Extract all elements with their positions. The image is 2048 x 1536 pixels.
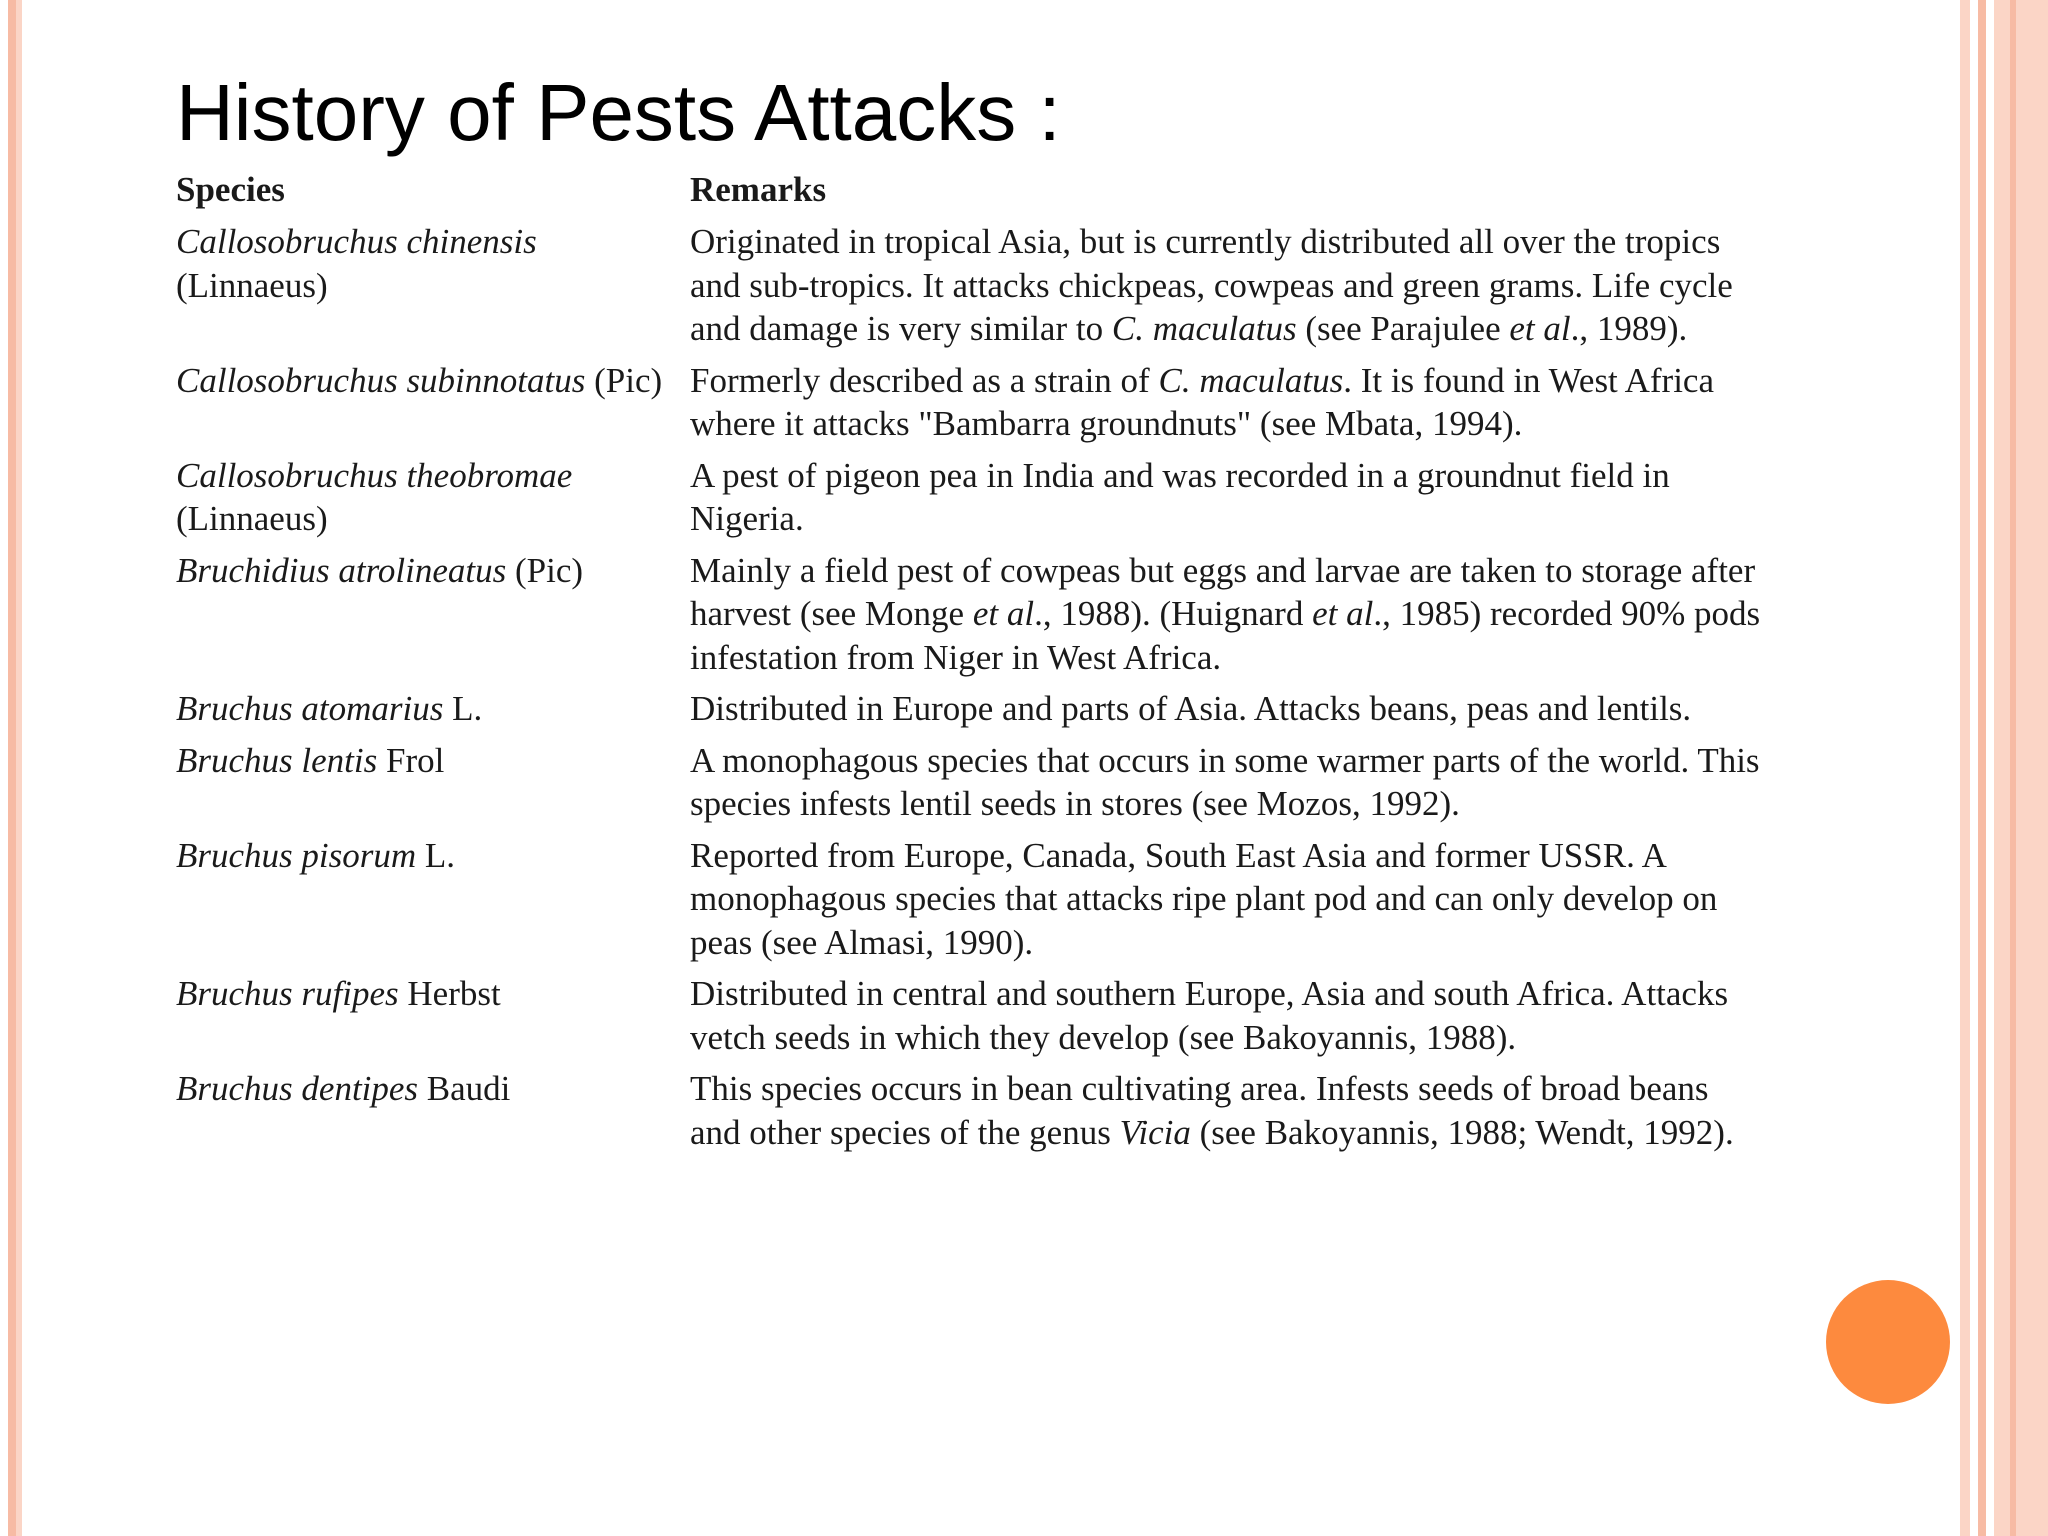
species-cell bbox=[176, 687, 690, 739]
remarks-italic-segment: et al bbox=[1312, 594, 1374, 633]
right-border-stripe-1 bbox=[1960, 0, 1970, 1536]
species-author: (Pic) bbox=[514, 550, 584, 590]
species-cell bbox=[176, 1067, 690, 1162]
remarks-cell bbox=[690, 549, 1766, 688]
table-row bbox=[176, 454, 1766, 549]
species-name: Bruchus atomarius bbox=[176, 689, 444, 728]
remarks-italic-segment: et al bbox=[1509, 309, 1571, 348]
species-cell bbox=[176, 972, 690, 1067]
remarks-cell bbox=[690, 359, 1766, 454]
species-author: L. bbox=[424, 835, 456, 875]
species-author: Frol bbox=[385, 740, 445, 780]
species-name: Callosobruchus chinensis bbox=[176, 222, 537, 261]
species-name: Bruchus dentipes bbox=[176, 1069, 419, 1108]
species-cell bbox=[176, 359, 690, 454]
remarks-segment: This species occurs in bean cultivating area. Infests seeds of broad beans and other species of the genus bbox=[690, 1069, 1709, 1152]
remarks-segment: Distributed in Europe and parts of Asia. Attacks beans, peas and lentils. bbox=[690, 689, 1692, 728]
pest-table bbox=[176, 166, 1766, 1162]
remarks-italic-segment: C. maculatus bbox=[1158, 360, 1344, 400]
species-cell bbox=[176, 220, 690, 359]
right-decorative-border bbox=[1960, 0, 2048, 1536]
right-border-stripe-5 bbox=[1994, 0, 2048, 1536]
table-row bbox=[176, 359, 1766, 454]
remarks-segment: A monophagous species that occurs in some warmer parts of the world. This species infests lentil seeds in stores (see Mozos, 1992). bbox=[690, 740, 1760, 823]
remarks-cell bbox=[690, 739, 1766, 834]
remarks-cell bbox=[690, 834, 1766, 973]
left-border-stripe bbox=[8, 0, 16, 1536]
remarks-segment: Distributed in central and southern Europe, Asia and south Africa. Attacks vetch seeds in which they develop (see Bakoyannis, 1988). bbox=[690, 974, 1729, 1057]
remarks-segment: Formerly described as a strain of bbox=[690, 360, 1159, 400]
species-name: Bruchus rufipes bbox=[176, 974, 399, 1013]
species-author: Baudi bbox=[426, 1069, 511, 1108]
species-author: (Pic) bbox=[594, 360, 663, 400]
table-header-row bbox=[176, 166, 1766, 220]
left-border-stripe-light bbox=[16, 0, 22, 1536]
remarks-column-header: Remarks bbox=[690, 170, 827, 209]
remarks-segment: Originated in tropical Asia, but is currently distributed all over the tropics and sub-tropics. It attacks chickpeas, cowpeas and green grams. Life cycle and damage is very similar to bbox=[690, 222, 1733, 348]
species-name: Callosobruchus theobromae bbox=[176, 455, 573, 495]
remarks-cell bbox=[690, 220, 1766, 359]
remarks-italic-segment: Vicia bbox=[1119, 1112, 1191, 1152]
remarks-segment: (see Bakoyannis, 1988; Wendt, 1992). bbox=[1190, 1112, 1734, 1152]
remarks-cell bbox=[690, 1067, 1766, 1162]
species-author: L. bbox=[452, 689, 483, 728]
remarks-cell bbox=[690, 972, 1766, 1067]
species-cell bbox=[176, 454, 690, 549]
remarks-segment: Mainly a field pest of cowpeas but eggs and larvae are taken to storage after harvest (see Monge bbox=[690, 550, 1756, 633]
table-body bbox=[176, 220, 1766, 1162]
right-border-stripe-6 bbox=[2010, 0, 2016, 1536]
species-author: Herbst bbox=[407, 974, 501, 1013]
remarks-segment: ., 1989). bbox=[1570, 309, 1688, 348]
species-author: (Linnaeus) bbox=[176, 265, 328, 305]
table-row bbox=[176, 972, 1766, 1067]
remarks-segment: Reported from Europe, Canada, South East Asia and former USSR. A monophagous species that attacks ripe plant pod and can only develop on peas (see Almasi, 1990). bbox=[690, 835, 1718, 962]
remarks-cell bbox=[690, 454, 1766, 549]
species-name: Bruchidius atrolineatus bbox=[176, 550, 507, 590]
right-border-stripe-2 bbox=[1970, 0, 1978, 1536]
table-row bbox=[176, 220, 1766, 359]
remarks-italic-segment: C. maculatus bbox=[1111, 309, 1297, 348]
pest-table-container bbox=[176, 166, 1766, 1162]
table-row bbox=[176, 549, 1766, 688]
remarks-segment: ., 1988). (Huignard bbox=[1034, 594, 1313, 633]
remarks-italic-segment: et al bbox=[972, 594, 1035, 633]
species-column-header: Species bbox=[176, 170, 285, 209]
right-border-stripe-4 bbox=[1986, 0, 1994, 1536]
species-author: (Linnaeus) bbox=[176, 499, 328, 538]
table-row bbox=[176, 834, 1766, 973]
remarks-segment: (see Parajulee bbox=[1296, 309, 1510, 348]
left-decorative-border bbox=[0, 0, 26, 1536]
right-border-stripe-3 bbox=[1978, 0, 1986, 1536]
table-row bbox=[176, 1067, 1766, 1162]
species-cell bbox=[176, 739, 690, 834]
species-name: Callosobruchus subinnotatus bbox=[176, 360, 586, 400]
species-cell bbox=[176, 549, 690, 688]
accent-circle bbox=[1826, 1280, 1950, 1404]
table-row bbox=[176, 687, 1766, 739]
remarks-segment: A pest of pigeon pea in India and was recorded in a groundnut field in Nigeria. bbox=[690, 455, 1670, 538]
table-row bbox=[176, 739, 1766, 834]
species-name: Bruchus lentis bbox=[176, 740, 378, 780]
remarks-cell bbox=[690, 687, 1766, 739]
remarks-segment: . It is found in West Africa where it attacks "Bambarra groundnuts" (see Mbata, 1994). bbox=[690, 360, 1714, 443]
species-cell bbox=[176, 834, 690, 973]
species-name: Bruchus pisorum bbox=[176, 835, 417, 875]
slide-title: History of Pests Attacks : bbox=[176, 68, 1061, 157]
remarks-segment: ., 1985) recorded 90% pods infestation from Niger in West Africa. bbox=[690, 594, 1761, 677]
